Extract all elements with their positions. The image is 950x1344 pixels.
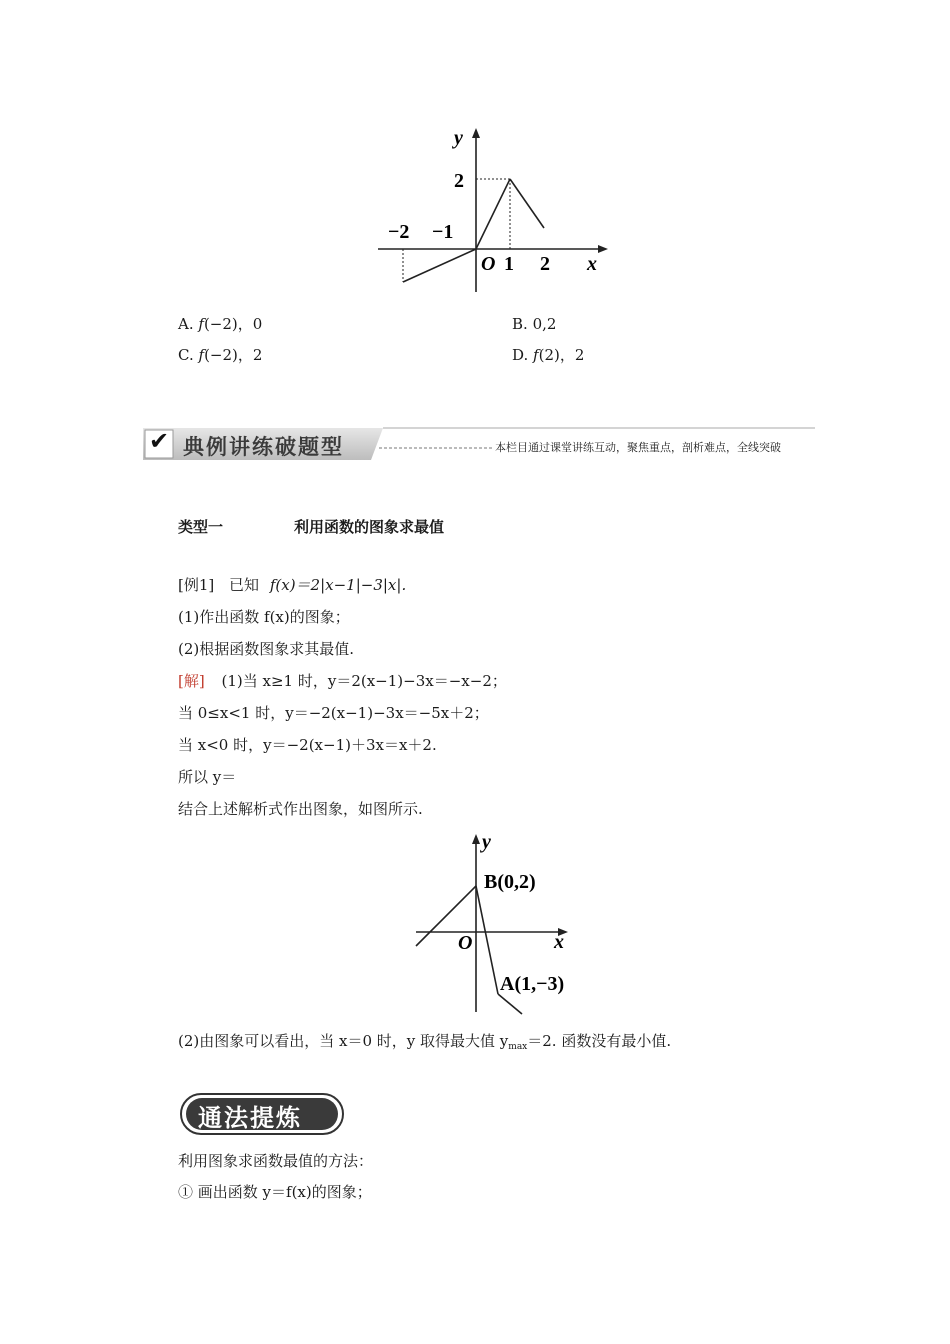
choice-d-f: f: [533, 346, 539, 364]
example-line: [178, 575, 406, 595]
choice-c: [178, 345, 262, 365]
solution-line-4: 所以 y＝: [178, 768, 237, 786]
choice-b-letter: B.: [512, 315, 528, 333]
solution-line-1-text: (1)当 x≥1 时，y＝2(x−1)−3x＝−x−2；: [221, 672, 507, 690]
choice-b-text: 0,2: [532, 315, 557, 333]
example-formula: f(x)＝2|x−1|−3|x|.: [269, 576, 407, 594]
graph-segment-rise: [476, 179, 510, 249]
checkmark-icon: ✔: [149, 427, 170, 455]
choice-a-letter: A.: [178, 315, 194, 333]
x-tick-neg1: −1: [432, 221, 454, 243]
figure-1-graph: [370, 120, 620, 300]
point-b-label: B(0,2): [484, 871, 536, 893]
section-banner: [143, 426, 815, 462]
solution-line-2: 当 0≤x<1 时，y＝−2(x−1)−3x＝−5x＋2；: [178, 704, 489, 722]
x-axis-arrow: [598, 245, 608, 253]
answer-2-pre: (2)由图象可以看出，当 x＝0 时，y 取得最大值 y: [178, 1032, 509, 1050]
graph-segment-left: [403, 249, 476, 282]
x-tick-2: 2: [540, 253, 550, 275]
y-axis-label: y: [482, 831, 491, 853]
banner-note: 本栏目通过课堂讲练互动，聚焦重点，剖析难点，全线突破: [495, 441, 781, 454]
answer-2-sub: max: [508, 1042, 528, 1052]
example-q1: (1)作出函数 f(x)的图象；: [178, 608, 350, 626]
example-q2: (2)根据函数图象求其最值.: [178, 640, 355, 658]
choice-d-letter: D.: [512, 346, 529, 364]
choice-c-letter: C.: [178, 346, 194, 364]
x-axis-label: x: [587, 253, 597, 275]
x-axis-label: x: [554, 931, 564, 953]
answer-2: [178, 1031, 671, 1057]
x-tick-1: 1: [504, 253, 514, 275]
method-line-2: ① 画出函数 y＝f(x)的图象；: [178, 1183, 372, 1201]
origin-label: O: [481, 253, 496, 275]
point-a-label: A(1,−3): [500, 973, 565, 995]
type-title: 利用函数的图象求最值: [294, 518, 445, 536]
example-tag: [例1]: [178, 576, 215, 594]
x-tick-neg2: −2: [388, 221, 410, 243]
choice-a-arg: (−2)，0: [203, 315, 263, 333]
choice-a: [178, 314, 262, 334]
y-axis-arrow: [472, 128, 480, 138]
y-axis-arrow: [472, 834, 480, 844]
choice-b: [512, 314, 556, 334]
solution-tag: [解]: [178, 672, 205, 690]
solution-line-3: 当 x<0 时，y＝−2(x−1)＋3x＝x＋2.: [178, 736, 437, 754]
method-line-1: 利用图象求函数最值的方法：: [178, 1152, 374, 1170]
choice-a-f: f: [198, 315, 204, 333]
type-label: 类型一: [178, 518, 224, 536]
graph-segment-middle: [476, 886, 498, 994]
y-axis-label: y: [454, 127, 463, 149]
origin-label: O: [458, 932, 473, 954]
graph-segment-right: [498, 994, 522, 1014]
choice-d-arg: (2)，2: [538, 346, 585, 364]
example-intro: 已知: [229, 576, 260, 594]
graph-segment-fall: [510, 179, 544, 228]
solution-line-5: 结合上述解析式作出图象，如图所示.: [178, 800, 423, 818]
answer-2-post: ＝2. 函数没有最小值.: [527, 1032, 672, 1050]
method-badge: [180, 1092, 348, 1138]
solution-line-1: [178, 671, 507, 691]
choice-d: [512, 345, 584, 365]
y-tick-label: 2: [454, 170, 464, 192]
figure-2-graph: [410, 826, 590, 1016]
choice-c-f: f: [198, 346, 205, 364]
badge-text: 通法提炼: [198, 1104, 302, 1132]
banner-title: 典例讲练破题型: [183, 435, 344, 459]
choice-c-arg: (−2)，2: [204, 346, 263, 364]
